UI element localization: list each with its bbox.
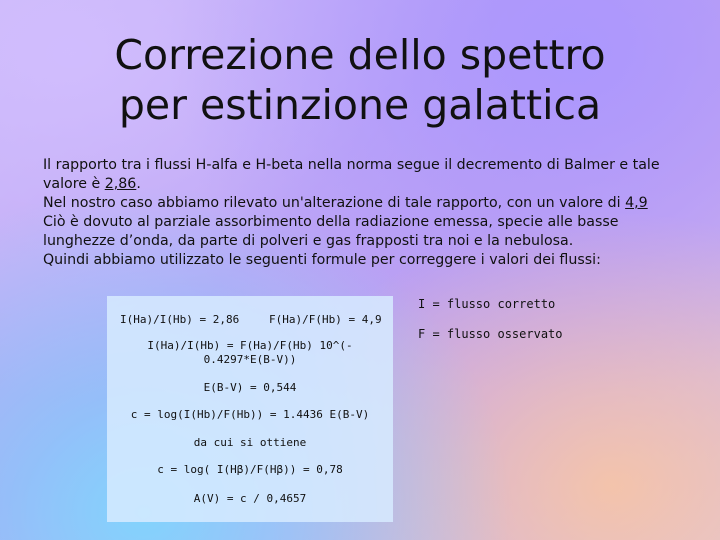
formula-relation-line-1: I(Ha)/I(Hb) = F(Ha)/F(Hb) 10^(- — [147, 339, 353, 352]
formula-av: A(V) = c / 0,4657 — [193, 492, 307, 505]
formula-ratio-intrinsic: I(Ha)/I(Hb) = 2,86 — [120, 313, 240, 326]
formula-ebv: E(B-V) = 0,544 — [203, 381, 297, 394]
observed-value: 4,9 — [625, 195, 648, 211]
legend-i-definition: I = flusso corretto — [418, 297, 556, 311]
formula-c-value: c = log( I(Hβ)/F(Hβ)) = 0,78 — [157, 463, 343, 476]
paragraph-formulas-intro: Quindi abbiamo utilizzato le seguenti formule per correggere i valori dei flussi: — [43, 252, 601, 268]
paragraph-observed-text: Nel nostro caso abbiamo rilevato un'alterazione di tale rapporto, con un valore di — [43, 195, 626, 211]
formula-relation-line-2: 0.4297*E(B-V)) — [203, 353, 297, 366]
paragraph-balmer-text: Il rapporto tra i flussi H-alfa e H-beta nella norma segue il decremento di Balmer e tale valore è — [43, 157, 660, 192]
balmer-value: 2,86 — [104, 176, 137, 192]
formula-da-cui: da cui si ottiene — [193, 436, 307, 449]
slide-title-line-1: Correzione dello spettro — [114, 31, 606, 79]
slide-title — [0, 30, 720, 130]
slide-title-line-2: per estinzione galattica — [118, 81, 602, 129]
paragraph-absorption: Ciò è dovuto al parziale assorbimento della radiazione emessa, specie alle basse lunghezze d’onda, da parte di polveri e gas frapposti tra noi e la nebulosa. — [43, 214, 619, 249]
legend-f-definition: F = flusso osservato — [418, 327, 563, 341]
formula-ratio-observed: F(Ha)/F(Hb) = 4,9 — [269, 313, 382, 326]
paragraph-observed — [43, 194, 693, 213]
formula-c-definition: c = log(I(Hb)/F(Hb)) = 1.4436 E(B-V) — [130, 408, 370, 421]
body-text — [43, 156, 693, 270]
formula-box — [107, 296, 393, 522]
paragraph-balmer — [43, 156, 693, 194]
paragraph-balmer-end: . — [136, 176, 141, 192]
